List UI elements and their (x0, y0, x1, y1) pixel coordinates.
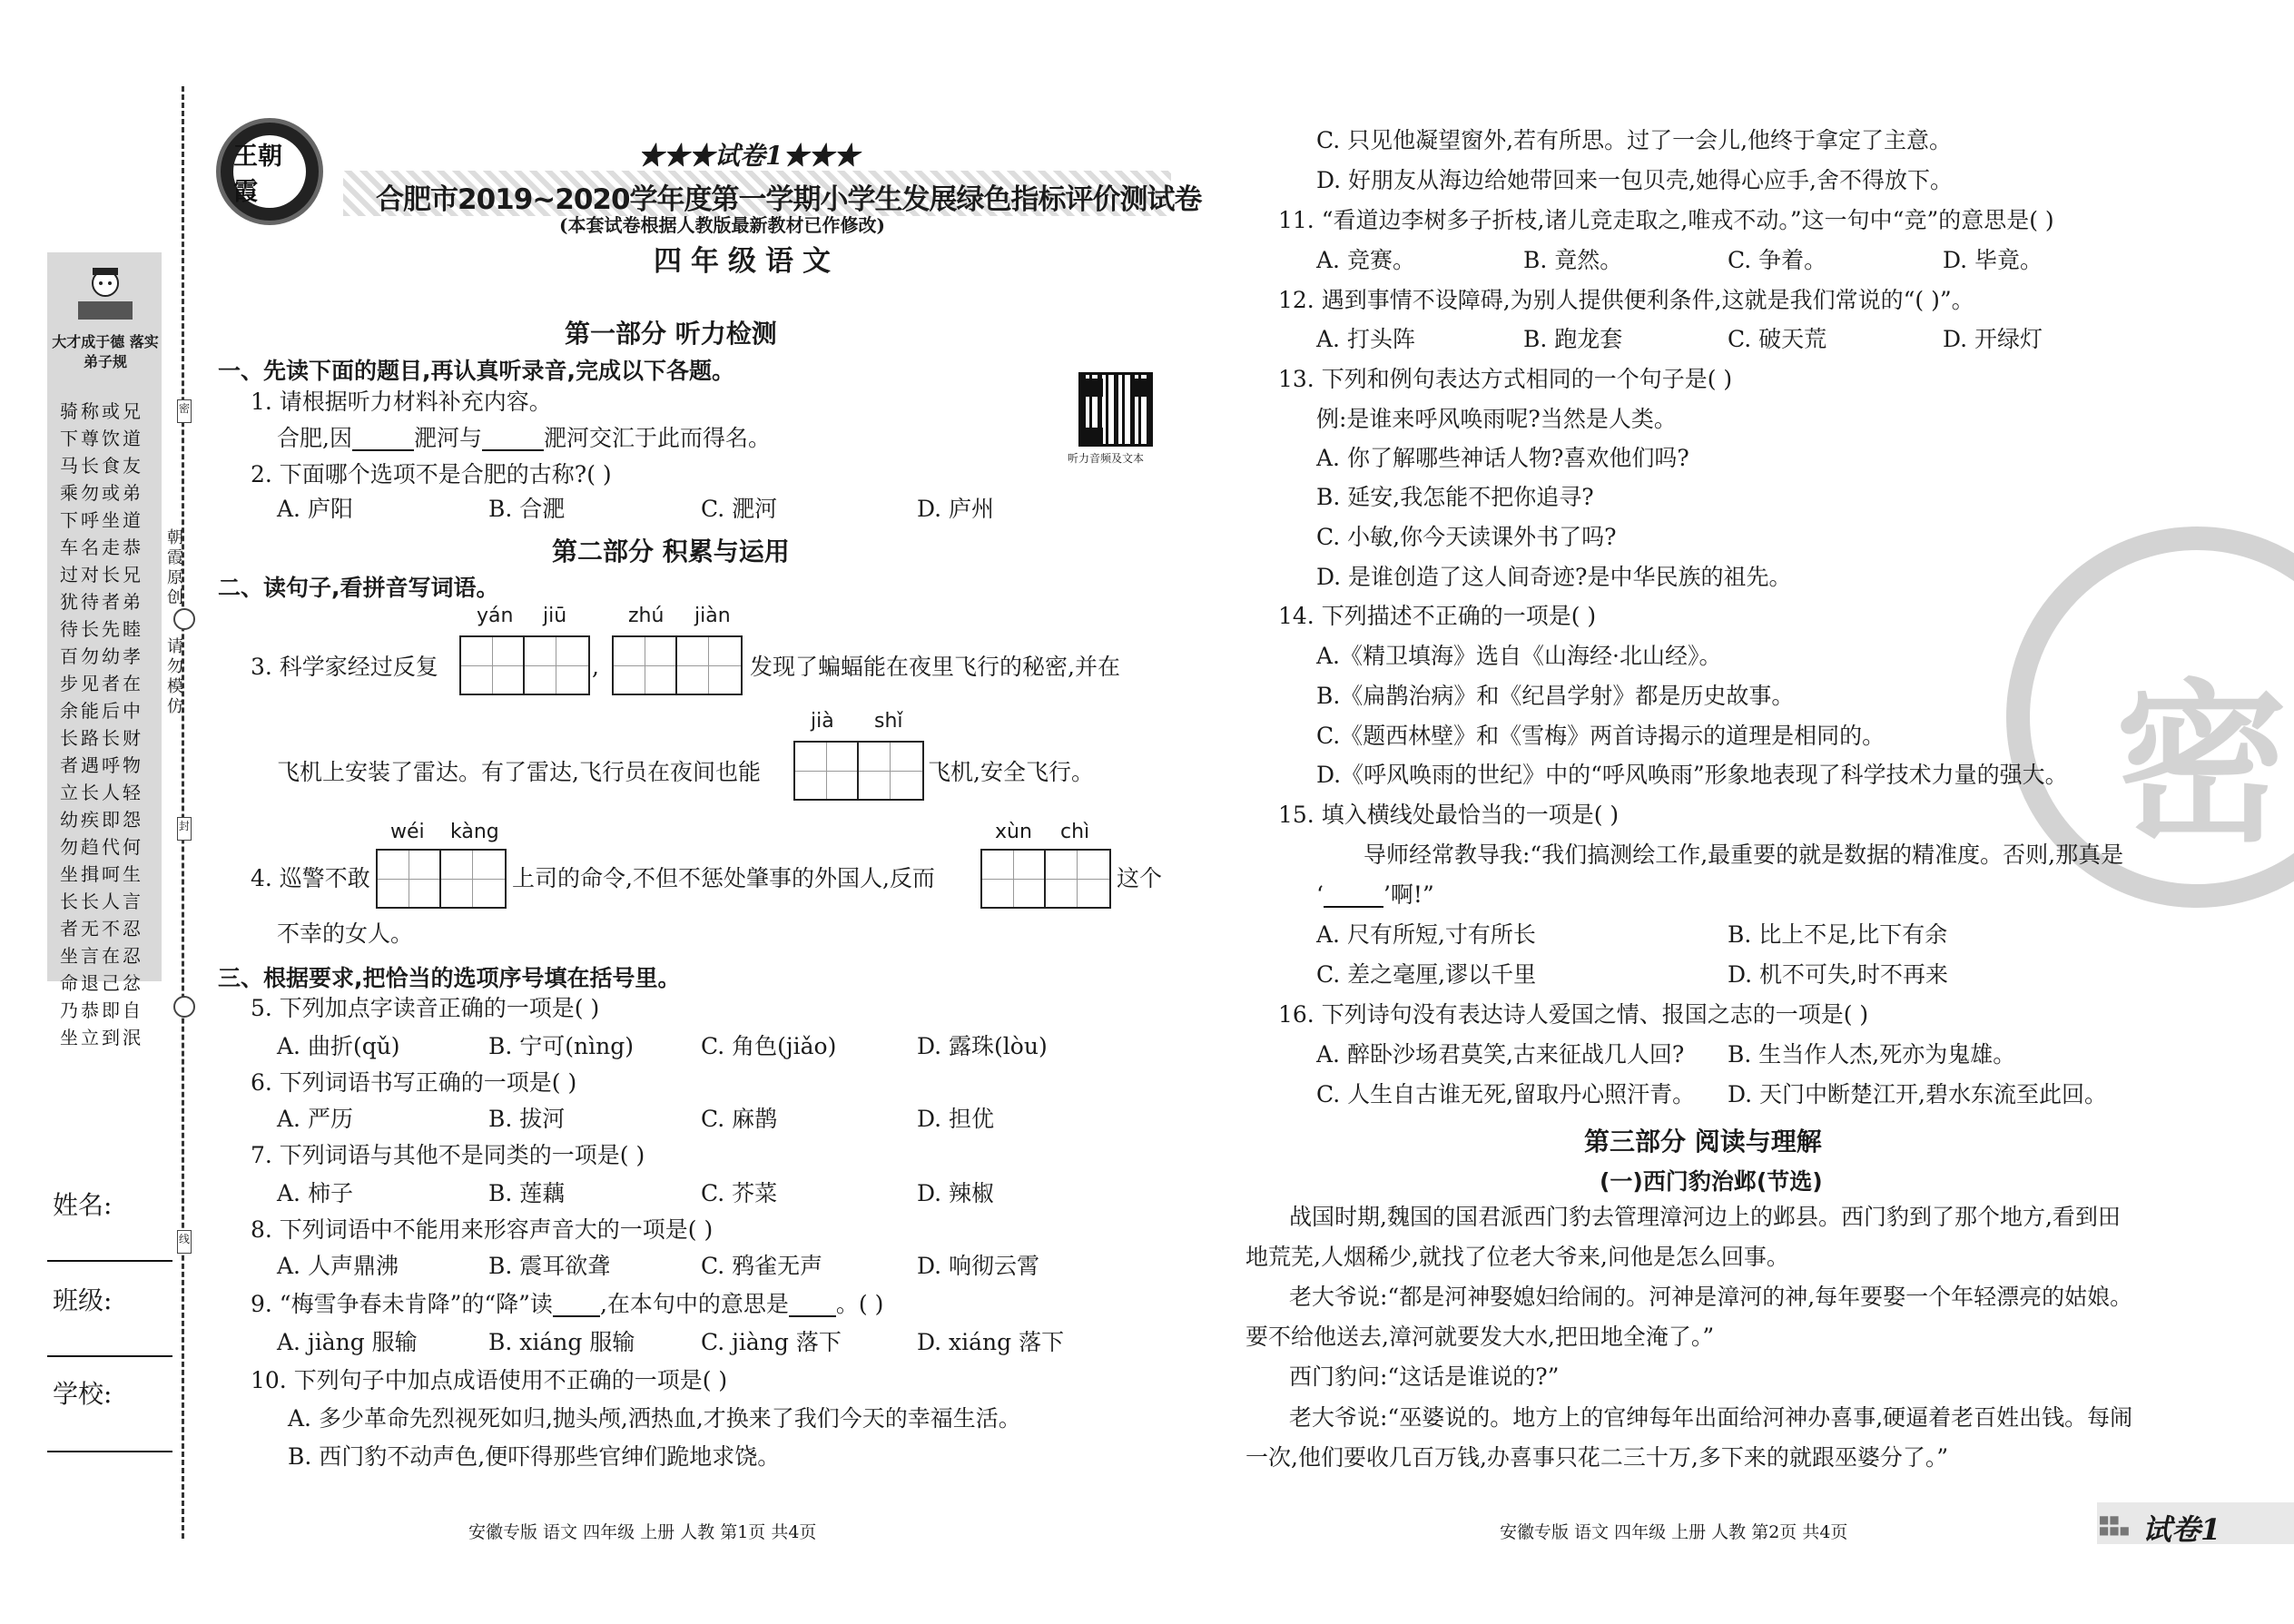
name-label: 姓名: (53, 1190, 113, 1220)
q15-option: D. 机不可失,时不再来 (1728, 961, 1948, 988)
q16-option: C. 人生自古谁无死,留取丹心照汗青。 (1316, 1081, 1696, 1107)
section3-title: 三、根据要求,把恰当的选项序号填在括号里。 (218, 965, 681, 991)
q15-option: C. 差之毫厘,谬以千里 (1316, 961, 1537, 988)
q8-option: A. 人声鼎沸 (277, 1253, 399, 1279)
q15: 15. 填入横线处最恰当的一项是( ) (1278, 802, 1620, 828)
qr-caption: 听力音频及文本 (1068, 452, 1145, 465)
subject-title: 四年级语文 (654, 245, 840, 278)
school-field[interactable] (47, 1451, 172, 1452)
q9-option: B. xiáng 服输 (488, 1329, 635, 1355)
pinyin: jià (811, 710, 834, 733)
q7-option: A. 柿子 (277, 1180, 353, 1206)
passage-p4: 老大爷说:“巫婆说的。地方上的官绅每年出面给河神办喜事,硬逼着老百姓出钱。每闹 (1289, 1404, 2133, 1431)
answer-grid-weikang[interactable] (376, 849, 507, 909)
side-poem: 骑称或兄下尊饮道马长食友乘勿或弟下呼坐道车名走恭过对长兄犹待者弟待长先睦百勿幼孝步见者在余能后中长路长财者遇呼物立长人轻幼疾即怨勿趋代何坐揖呵生长长人言者无不忍坐言在忍命退己忿乃恭即自坐立到泯 (60, 400, 143, 1048)
q9-text-c: 。( ) (835, 1291, 884, 1317)
q2-option: A. 庐阳 (277, 496, 353, 522)
q1-text-c: 淝河交汇于此而得名。 (543, 425, 771, 451)
q12-option: B. 跑龙套 (1523, 326, 1623, 352)
passage-p3: 西门豹问:“这话是谁说的?” (1289, 1363, 1560, 1390)
q13-option: A. 你了解哪些神话人物?喜欢他们吗? (1316, 445, 1689, 471)
q6-option: C. 麻鹊 (701, 1106, 778, 1132)
exam-title: 合肥市2019~2020学年度第一学期小学生发展绿色指标评价测试卷 (376, 183, 1202, 216)
q13: 13. 下列和例句表达方式相同的一个句子是( ) (1278, 366, 1733, 392)
q13-option: D. 是谁创造了这人间奇迹?是中华民族的祖先。 (1316, 564, 1792, 590)
q2: 2. 下面哪个选项不是合肥的古称?( ) (251, 461, 612, 487)
q8-option: C. 鸦雀无声 (701, 1253, 823, 1279)
q12-option: D. 开绿灯 (1943, 326, 2043, 352)
q16: 16. 下列诗句没有表达诗人爱国之情、报国之志的一项是( ) (1278, 1001, 1869, 1028)
q7-option: B. 莲藕 (488, 1180, 566, 1206)
footer-label: 试卷1 (2142, 1512, 2221, 1547)
side-vertical-1: 朝霞原创 (167, 528, 183, 607)
q9-text-a: 9. “梅雪争春未肯降”的“降”读 (251, 1291, 553, 1317)
q3-comma: , (592, 654, 599, 680)
section1-title: 一、先读下面的题目,再认真听录音,完成以下各题。 (218, 358, 734, 384)
q16-option: B. 生当作人杰,死亦为鬼雄。 (1728, 1041, 2016, 1068)
class-field[interactable] (47, 1355, 172, 1357)
pinyin: chì (1060, 821, 1090, 843)
pinyin: shǐ (874, 710, 903, 733)
q11-option: C. 争着。 (1728, 247, 1827, 273)
passage-p1: 战国时期,魏国的国君派西门豹去管理漳河边上的邺县。西门豹到了那个地方,看到田 (1289, 1204, 2121, 1230)
q16-option: D. 天门中断楚江开,碧水东流至此回。 (1728, 1081, 2107, 1107)
passage-p4b: 一次,他们要收几百万钱,办喜事只花二三十万,多下来的就跟巫婆分了。” (1245, 1444, 1949, 1471)
q15-passage: 导师经常教导我:“我们搞测绘工作,最重要的就是数据的精准度。否则,那真是 (1364, 842, 2124, 868)
q15-option: B. 比上不足,比下有余 (1728, 921, 1948, 948)
q4-text-d: 不幸的女人。 (277, 920, 414, 947)
side-motto: 大才成于德 落实弟子规 (52, 333, 159, 370)
q10-option-d: D. 好朋友从海边给她带回来一包贝壳,她得心应手,舍不得放下。 (1316, 167, 1953, 193)
q16-option: A. 醉卧沙场君莫笑,古来征战几人回? (1316, 1041, 1685, 1068)
qr-code[interactable] (1078, 372, 1153, 447)
passage-p1b: 地荒芜,人烟稀少,就找了位老大爷来,问他是怎么回事。 (1245, 1244, 1789, 1270)
pinyin: xùn (995, 821, 1032, 843)
q14-option: C.《题西林壁》和《雪梅》两首诗揭示的道理是相同的。 (1316, 723, 1885, 749)
q8-option: D. 响彻云霄 (917, 1253, 1040, 1279)
part1-title: 第一部分 听力检测 (565, 319, 777, 349)
q11-option: B. 竟然。 (1523, 247, 1623, 273)
seal-mark: 密 (177, 399, 192, 423)
q1-text-a: 合肥,因 (277, 425, 352, 451)
q1-blank-2[interactable] (482, 427, 544, 451)
q6: 6. 下列词语书写正确的一项是( ) (251, 1069, 577, 1096)
watermark-char: 密 (2115, 663, 2289, 865)
q1-sentence (277, 427, 771, 451)
footer-squares: ■■ ■■■ (2099, 1513, 2131, 1537)
binding-hole (173, 996, 195, 1018)
q5-option: D. 露珠(lòu) (917, 1033, 1048, 1059)
q6-option: B. 拔河 (488, 1106, 566, 1132)
q7: 7. 下列词语与其他不是同类的一项是( ) (251, 1142, 645, 1168)
q5-option: B. 宁可(nìng) (488, 1033, 634, 1059)
q15-option: A. 尺有所短,寸有所长 (1316, 921, 1536, 948)
q6-option: D. 担优 (917, 1106, 995, 1132)
q10-option-b: B. 西门豹不动声色,便吓得那些官绅们跪地求饶。 (288, 1443, 781, 1470)
bind-mark: 线 (177, 1230, 192, 1254)
q9-blank-1[interactable] (553, 1293, 600, 1317)
passage-p2b: 要不给他送去,漳河就要发大水,把田地全淹了。” (1245, 1324, 1715, 1350)
exam-label: ★★★试卷1★★★ (638, 141, 860, 171)
pinyin: jiū (543, 605, 567, 627)
q9-option: C. jiàng 落下 (701, 1329, 842, 1355)
q15-text-a: ‘ (1316, 881, 1324, 908)
q8-option: B. 震耳欲聋 (488, 1253, 611, 1279)
answer-grid-xunchi[interactable] (980, 849, 1111, 909)
q5: 5. 下列加点字读音正确的一项是( ) (251, 995, 600, 1021)
q6-option: A. 严历 (277, 1106, 353, 1132)
q15-blank[interactable] (1324, 883, 1383, 908)
q11-option: D. 毕竟。 (1943, 247, 2043, 273)
q3-text-b: 发现了蝙蝠能在夜里飞行的秘密,并在 (750, 654, 1120, 680)
q12-option: A. 打头阵 (1316, 326, 1415, 352)
brand-logo (216, 118, 323, 225)
q7-option: D. 辣椒 (917, 1180, 995, 1206)
q14-option: D.《呼风唤雨的世纪》中的“呼风唤雨”形象地表现了科学技术力量的强大。 (1316, 762, 2068, 788)
q3-text-a: 3. 科学家经过反复 (251, 654, 438, 680)
q2-option: D. 庐州 (917, 496, 995, 522)
q9-option: D. xiáng 落下 (917, 1329, 1065, 1355)
q14-option: A.《精卫填海》选自《山海经·北山经》。 (1316, 643, 1722, 669)
left-footer: 安徽专版 语文 四年级 上册 人教 第1页 共4页 (468, 1522, 817, 1542)
q9-blank-2[interactable] (789, 1293, 836, 1317)
answer-grid-jiashi[interactable] (793, 741, 924, 801)
pinyin: wéi (390, 821, 425, 843)
q14: 14. 下列描述不正确的一项是( ) (1278, 603, 1597, 629)
q10-option-a: A. 多少革命先烈视死如归,抛头颅,洒热血,才换来了我们今天的幸福生活。 (288, 1405, 1021, 1432)
q13-option: C. 小敏,你今天读课外书了吗? (1316, 524, 1617, 550)
q3-text-d: 飞机,安全飞行。 (928, 759, 1094, 785)
q15-text-b: ’啊!” (1383, 881, 1434, 908)
q12: 12. 遇到事情不设障碍,为别人提供便利条件,这就是我们常说的“( )”。 (1278, 287, 1974, 313)
q12-option: C. 破天荒 (1728, 326, 1827, 352)
reading-title: (一)西门豹治邺(节选) (1600, 1168, 1823, 1195)
q4-text-b: 上司的命令,不但不惩处肇事的外国人,反而 (512, 865, 935, 891)
q9-option: A. jiàng 服输 (277, 1329, 418, 1355)
q2-option: C. 淝河 (701, 496, 778, 522)
q4-text-a: 4. 巡警不敢 (251, 865, 370, 891)
side-vertical-2: 请勿模仿 (167, 637, 183, 716)
q10-option-c: C. 只见他凝望窗外,若有所思。过了一会儿,他终于拿定了主意。 (1316, 127, 1953, 153)
part2-title: 第二部分 积累与运用 (552, 536, 790, 566)
q3-text-c: 飞机上安装了雷达。有了雷达,飞行员在夜间也能 (277, 759, 761, 785)
q5-option: A. 曲折(qǔ) (277, 1033, 400, 1059)
q5-option: C. 角色(jiǎo) (701, 1033, 837, 1059)
q10: 10. 下列句子中加点成语使用不正确的一项是( ) (251, 1367, 728, 1393)
q1-text-b: 淝河与 (413, 425, 482, 451)
q9-text-b: ,在本句中的意思是 (599, 1291, 789, 1317)
exam-note: (本套试卷根据人教版最新教材已作修改) (559, 214, 885, 236)
q11-option: A. 竞赛。 (1316, 247, 1415, 273)
answer-grid-yanjiu[interactable] (459, 635, 590, 695)
class-label: 班级: (53, 1285, 113, 1315)
school-label: 学校: (53, 1379, 113, 1409)
right-footer: 安徽专版 语文 四年级 上册 人教 第2页 共4页 (1500, 1522, 1848, 1542)
passage-p2: 老大爷说:“都是河神娶媳妇给闹的。河神是漳河的神,每年要娶一个年轻漂亮的姑娘。 (1289, 1284, 2133, 1310)
q4-text-c: 这个 (1117, 865, 1163, 891)
scholar-illustration (69, 263, 142, 327)
pinyin: yán (477, 605, 514, 627)
pinyin: kàng (450, 821, 499, 843)
q9 (251, 1293, 883, 1317)
logo-text: 王朝霞 (233, 135, 306, 208)
q11: 11. “看道边李树多子折枝,诸儿竞走取之,唯戎不动。”这一句中“竞”的意思是( ) (1278, 207, 2054, 233)
q13-option: B. 延安,我怎能不把你追寻? (1316, 484, 1594, 510)
binding-line (182, 86, 184, 1539)
q1: 1. 请根据听力材料补充内容。 (251, 389, 552, 415)
q13-example: 例:是谁来呼风唤雨呢?当然是人类。 (1316, 406, 1677, 432)
q8: 8. 下列词语中不能用来形容声音大的一项是( ) (251, 1216, 714, 1243)
section2-title: 二、读句子,看拼音写词语。 (218, 575, 499, 601)
part3-title: 第三部分 阅读与理解 (1584, 1127, 1822, 1156)
pinyin: jiàn (694, 605, 731, 627)
q2-option: B. 合淝 (488, 496, 566, 522)
answer-grid-zhujian[interactable] (612, 635, 743, 695)
line-mark: 封 (177, 817, 192, 841)
q1-blank-1[interactable] (352, 427, 414, 451)
q7-option: C. 芥菜 (701, 1180, 778, 1206)
q14-option: B.《扁鹊治病》和《纪昌学射》都是历史故事。 (1316, 683, 1795, 709)
pinyin: zhú (628, 605, 665, 627)
binding-hole (173, 608, 195, 630)
name-field[interactable] (47, 1260, 172, 1262)
q15-passage-end (1316, 883, 1434, 908)
